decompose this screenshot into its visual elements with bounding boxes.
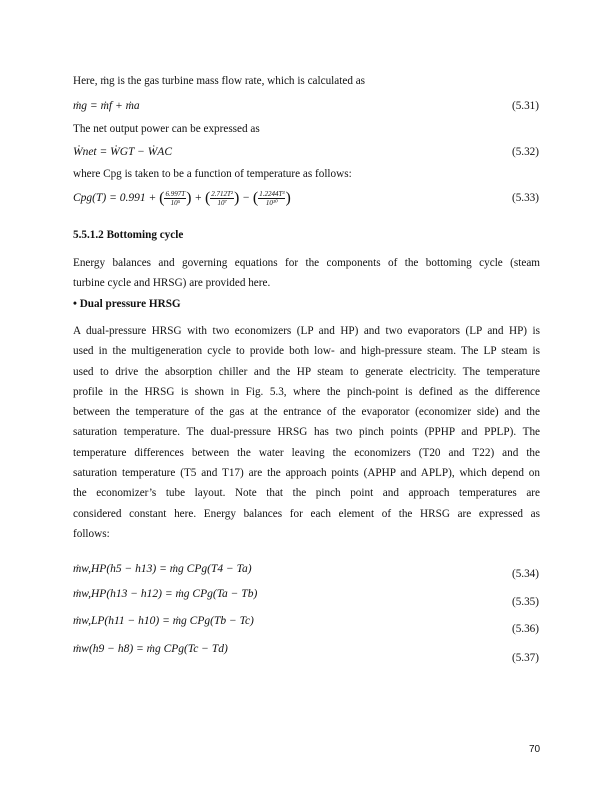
paragraph-line: saturation temperature (T5 and T17) are the approach points (APHP and APLP), which depend on [73, 467, 540, 480]
equation-number-5-34: (5.34) [511, 568, 539, 580]
equation-5-33: Cpg(T) = 0.991 + ( $\frac{6.997T}{\text{10⁵}}$ ) + ( $\frac{\text{2.712T²}}{\text{10⁷}}$ ) − ( $\frac{\text{1.2244T³}}{\text{10¹⁰}}$ ) [73, 189, 291, 207]
intro-line: Here, ṁg is the gas turbine mass flow rate, which is calculated as [73, 75, 366, 87]
paragraph-line: profile in the HRSG is shown in Fig. 5.3, where the pinch-point is defined as the difference [73, 385, 540, 398]
equation-5-36: ṁw,LP(h11 − h10) = ṁg CPg(Tb − Tc) [73, 615, 254, 627]
eq33-lhs: Cpg(T) = 0.991 + [73, 192, 157, 204]
paragraph-line: A dual-pressure HRSG with two economizers (LP and HP) and two evaporators (LP and HP) is [73, 325, 540, 337]
equation-number-5-33: (5.33) [511, 192, 539, 204]
paragraph-hrsg [73, 321, 540, 544]
net-power-line: The net output power can be expressed as [73, 123, 260, 135]
equation-number-5-31: (5.31) [511, 100, 539, 112]
cpg-line: where Cpg is taken to be a function of temperature as follows: [73, 168, 352, 180]
equation-number-5-37: (5.37) [511, 652, 539, 664]
eq33-fraction-2: $\frac{\text{2.712T²}}{\text{10⁷}}$ [211, 189, 234, 207]
paragraph-line: used to drive the absorption chiller and the HP steam to generate electricity. The temperature [73, 365, 540, 378]
equation-number-5-32: (5.32) [511, 146, 539, 158]
paragraph-line: used in the multigeneration cycle to provide both low- and high-pressure steam. The LP steam is [73, 345, 540, 358]
paragraph-line: follows: [73, 527, 110, 540]
equation-5-31: ṁg = ṁf + ṁa [73, 100, 140, 112]
equation-number-5-36: (5.36) [511, 623, 539, 635]
eq33-fraction-3: $\frac{\text{1.2244T³}}{\text{10¹⁰}}$ [259, 189, 285, 207]
equation-5-32: Ẇnet = ẆGT − ẆAC [73, 146, 172, 158]
bullet-dual-pressure-hrsg: • Dual pressure HRSG [73, 298, 181, 310]
equation-5-34: ṁw,HP(h5 − h13) = ṁg CPg(T4 − Ta) [73, 563, 252, 575]
paragraph-line: Energy balances and governing equations for the components of the bottoming cycle (steam [73, 257, 540, 269]
paragraph-line: temperature differences between the water leaving the economizers (T20 and T22) and the [73, 446, 540, 459]
equation-5-37: ṁw(h9 − h8) = ṁg CPg(Tc − Td) [73, 643, 228, 655]
section-heading: 5.5.1.2 Bottoming cycle [73, 229, 184, 241]
equation-5-35: ṁw,HP(h13 − h12) = ṁg CPg(Ta − Tb) [73, 588, 258, 600]
paragraph-line: between the temperature of the gas at the entrance of the evaporator (economizer side) and the [73, 406, 540, 419]
page-number: 70 [529, 744, 541, 755]
paragraph-bottoming-cycle [73, 253, 540, 294]
paragraph-line: turbine cycle and HRSG) are provided here. [73, 277, 271, 290]
equation-number-5-35: (5.35) [511, 596, 539, 608]
paragraph-line: the economizer’s tube layout. Note that the pinch point and approach temperatures are [73, 487, 540, 500]
paragraph-line: considered constant here. Energy balances for each element of the HRSG are expressed as [73, 507, 540, 520]
eq33-fraction-1: $\frac{6.997T}{\text{10⁵}}$ [165, 189, 186, 207]
paragraph-line: saturation temperature. The dual-pressure HRSG has two pinch points (PPHP and PPLP). The [73, 426, 540, 439]
